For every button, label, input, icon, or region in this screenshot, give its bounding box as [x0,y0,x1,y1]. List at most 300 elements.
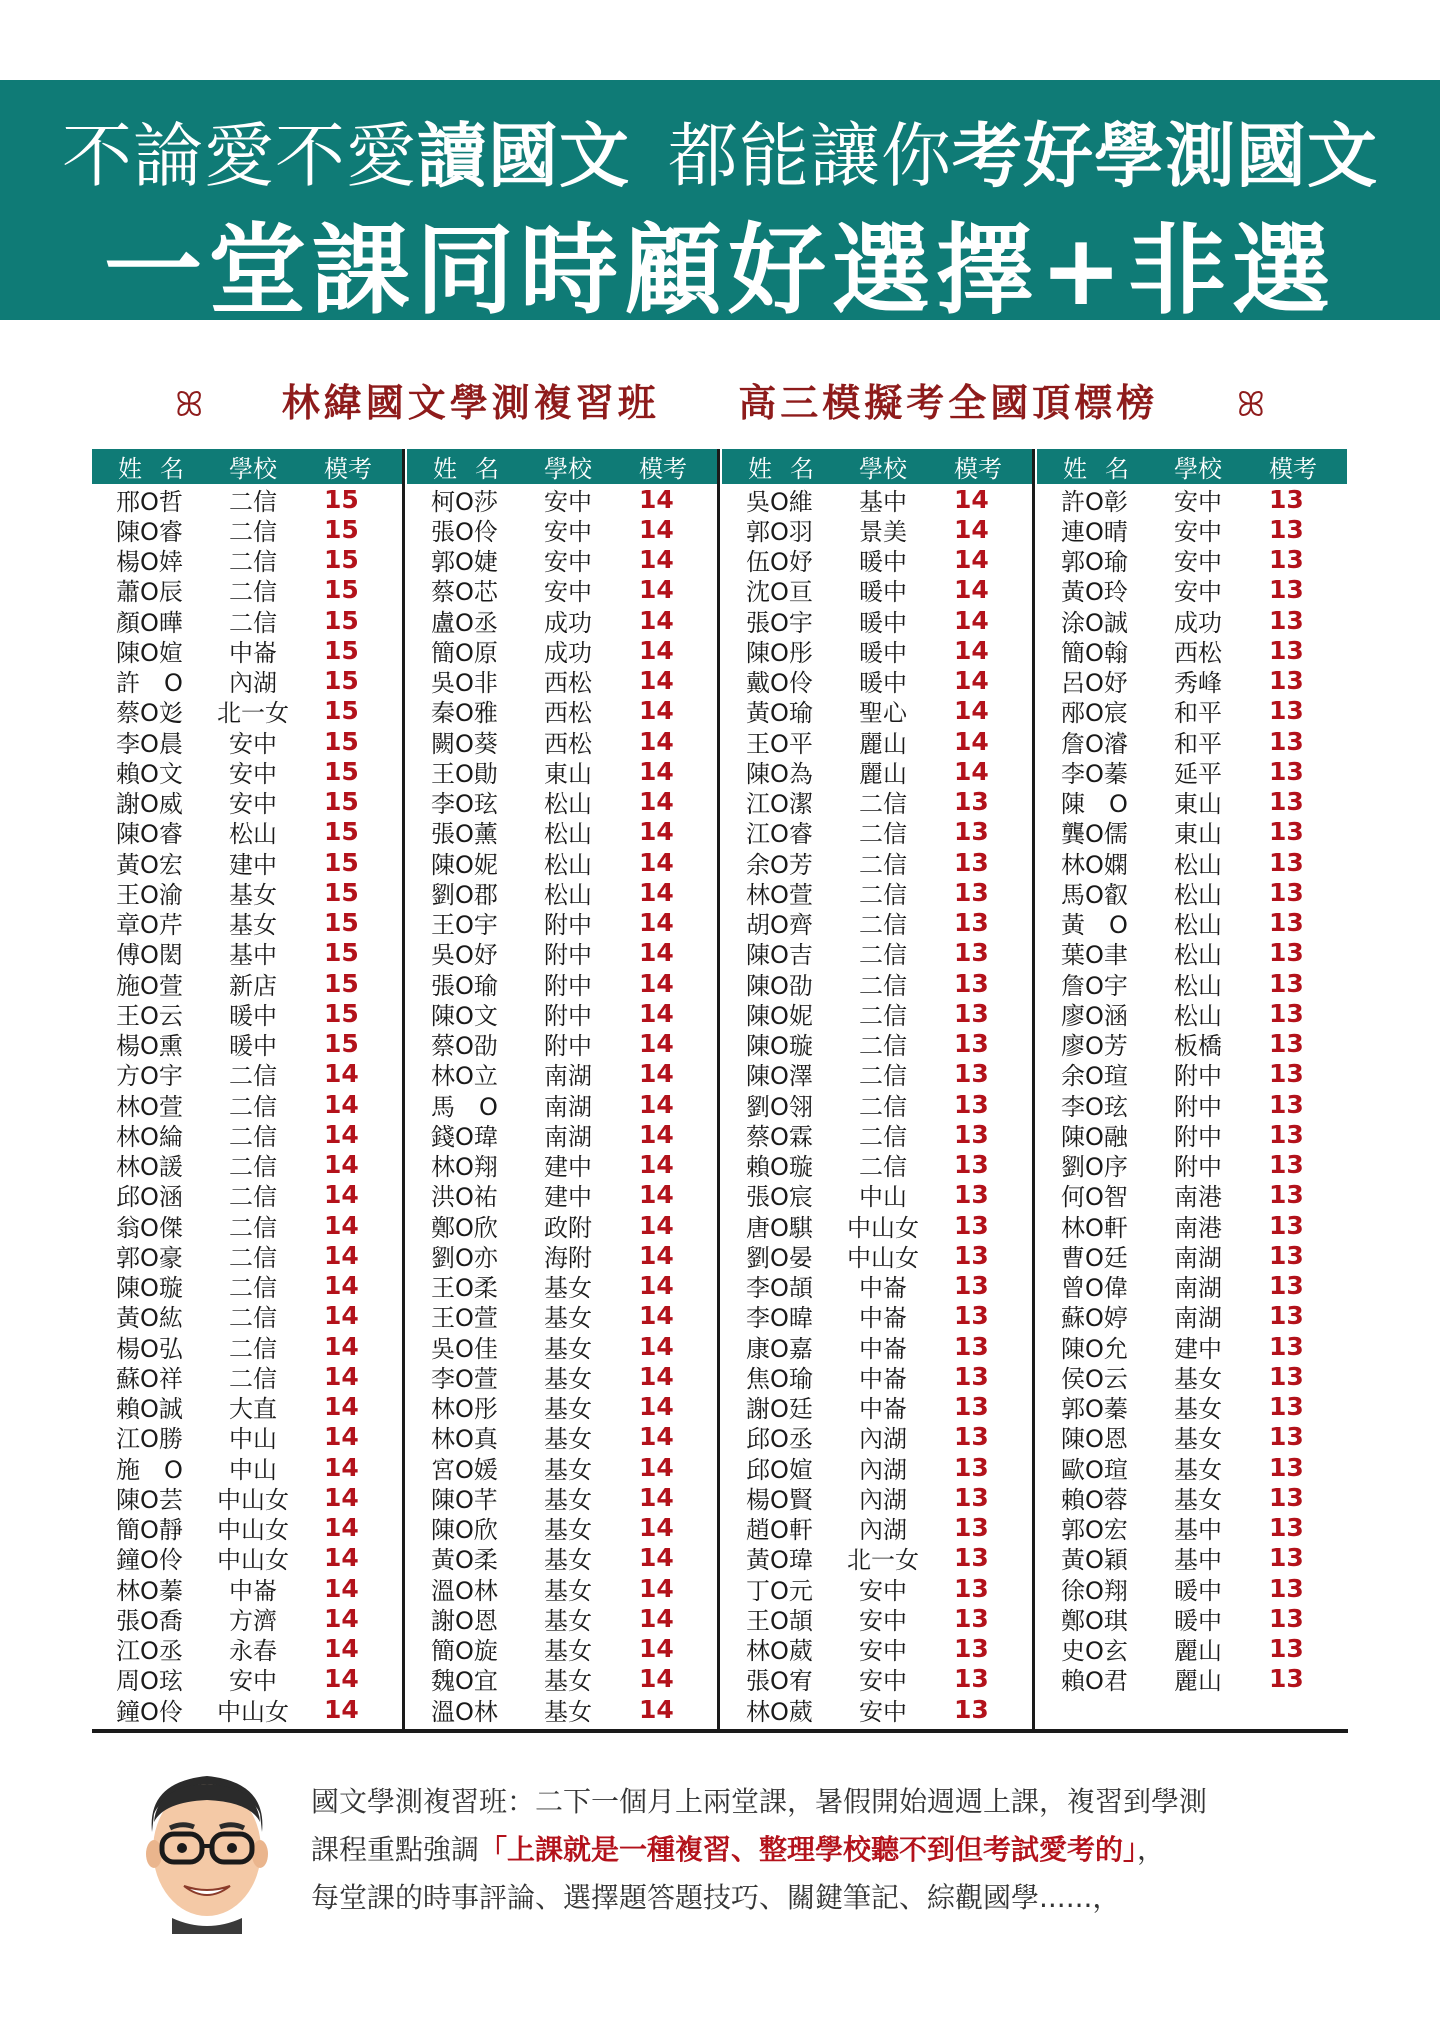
school-name: 二信 [229,1092,277,1121]
blurb-line3: 每堂課的時事評論、選擇題答題技巧、關鍵筆記、綜觀國學......， [311,1881,1121,1914]
student-name: 史O玄 [1061,1637,1128,1666]
school-name: 南湖 [1174,1243,1222,1272]
exam-score: 13 [1269,514,1304,544]
student-name: 蘇O婷 [1061,1304,1128,1333]
student-name: 楊O賢 [746,1485,813,1514]
student-name: 盧O丞 [431,608,498,637]
student-name: 江O勝 [116,1425,183,1454]
exam-score: 13 [954,1150,989,1180]
ranking-column [407,449,717,1729]
school-name: 二信 [859,1153,907,1182]
exam-score: 14 [639,1513,674,1543]
table-row [407,1634,717,1664]
table-row [1037,1119,1347,1149]
table-row [1037,1240,1347,1270]
school-name: 松山 [1174,880,1222,909]
exam-score: 13 [1269,1543,1304,1573]
table-row [1037,635,1347,665]
table-row [1037,1664,1347,1694]
student-name: 郭O瑜 [1061,548,1128,577]
exam-score: 13 [1269,545,1304,575]
school-name: 中崙 [859,1274,907,1303]
table-row [1037,877,1347,907]
exam-score: 14 [324,1240,359,1270]
student-name: 陳O澤 [746,1062,813,1091]
student-name: 丁O元 [746,1576,813,1605]
school-name: 麗山 [1174,1667,1222,1696]
school-name: 基女 [544,1304,592,1333]
exam-score: 14 [639,908,674,938]
student-name: 龔O儒 [1061,820,1128,849]
school-name: 基女 [544,1516,592,1545]
school-name: 松山 [1174,1001,1222,1030]
table-row [1037,1210,1347,1240]
exam-score: 14 [324,1059,359,1089]
exam-score: 14 [954,575,989,605]
table-row [722,484,1032,514]
school-name: 基中 [1174,1516,1222,1545]
exam-score: 14 [639,545,674,575]
table-row [722,1664,1032,1694]
school-name: 景美 [859,517,907,546]
exam-score: 13 [954,1089,989,1119]
school-name: 安中 [544,578,592,607]
exam-score: 14 [954,635,989,665]
school-name: 中山女 [217,1516,289,1545]
student-name: 林O立 [431,1062,498,1091]
table-row [722,1180,1032,1210]
table-row [1037,514,1347,544]
school-name: 基女 [229,880,277,909]
student-name: 王O頡 [746,1606,813,1635]
exam-score: 13 [1269,1059,1304,1089]
student-name: 呂O妤 [1061,669,1128,698]
table-row [92,756,402,786]
table-row [92,484,402,514]
blurb-line2 [311,1826,1421,1874]
exam-score: 13 [954,1603,989,1633]
school-name: 二信 [859,1032,907,1061]
student-name: 劉O翎 [746,1092,813,1121]
student-name: 吳O維 [746,487,813,516]
table-row [407,1664,717,1694]
exam-score: 13 [1269,696,1304,726]
exam-score: 14 [639,1452,674,1482]
student-name: 施 O [116,1455,183,1484]
exam-score: 14 [639,1029,674,1059]
table-row [1037,756,1347,786]
student-name: 簡O靜 [116,1516,183,1545]
student-name: 余O芳 [746,850,813,879]
table-row [407,1271,717,1301]
student-name: 方O宇 [116,1062,183,1091]
table-row [722,1694,1032,1724]
table-row [722,1392,1032,1422]
exam-score: 14 [324,1331,359,1361]
table-row [92,1603,402,1633]
table-row [92,1361,402,1391]
school-name: 內湖 [229,669,277,698]
school-name: 暖中 [229,1032,277,1061]
exam-score: 14 [324,1513,359,1543]
student-name: 余O瑄 [1061,1062,1128,1091]
exam-score: 13 [1269,1573,1304,1603]
student-name: 戴O伶 [746,669,813,698]
student-name: 簡O旋 [431,1637,498,1666]
student-name: 林O真 [431,1425,498,1454]
table-row [92,1271,402,1301]
table-row [722,545,1032,575]
school-name: 暖中 [859,608,907,637]
student-name: 歐O瑄 [1061,1455,1128,1484]
exam-score: 13 [1269,1634,1304,1664]
school-name: 南湖 [544,1092,592,1121]
student-name: 吳O佳 [431,1334,498,1363]
exam-score: 14 [639,726,674,756]
student-name: 施O萱 [116,971,183,1000]
student-name: 黃O穎 [1061,1546,1128,1575]
exam-score: 14 [954,514,989,544]
student-name: 陳O芸 [116,1485,183,1514]
table-row [92,696,402,726]
student-name: 陳O吉 [746,941,813,970]
student-name: 洪O祐 [431,1183,498,1212]
school-name: 附中 [544,1032,592,1061]
school-name: 基女 [544,1546,592,1575]
exam-score: 13 [1269,817,1304,847]
school-name: 基女 [544,1455,592,1484]
table-row [407,1180,717,1210]
table-row [407,1573,717,1603]
student-name: 邱O媗 [746,1455,813,1484]
school-name: 中崙 [229,638,277,667]
student-name: 陳 O [1061,790,1128,819]
exam-score: 13 [1269,1029,1304,1059]
exam-score: 14 [639,1392,674,1422]
school-name: 新店 [229,971,277,1000]
blurb-line1: 國文學測複習班：二下一個月上兩堂課，暑假開始週週上課，複習到學測 [311,1785,1208,1818]
student-name: 張O喬 [116,1606,183,1635]
school-name: 成功 [544,638,592,667]
student-name: 郭O婕 [431,548,498,577]
exam-score: 14 [639,877,674,907]
banner-line1 [0,100,1440,201]
table-row [92,1180,402,1210]
table-row [1037,998,1347,1028]
school-name: 松山 [544,790,592,819]
student-name: 江O潔 [746,790,813,819]
student-name: 陳O劭 [746,971,813,1000]
table-row [407,817,717,847]
student-name: 章O芹 [116,911,183,940]
exam-score: 14 [954,666,989,696]
school-name: 中崙 [859,1304,907,1333]
student-name: 許 O [116,669,183,698]
school-name: 和平 [1174,729,1222,758]
student-name: 謝O廷 [746,1395,813,1424]
subtitle-ranking-name: 高三模擬考全國頂標榜 [738,380,1159,425]
exam-score: 13 [954,1392,989,1422]
school-name: 中山 [229,1425,277,1454]
school-name: 二信 [229,517,277,546]
exam-score: 13 [954,877,989,907]
exam-score: 14 [639,1301,674,1331]
student-name: 溫O林 [431,1576,498,1605]
student-name: 黃O玲 [1061,578,1128,607]
exam-score: 15 [324,605,359,635]
student-name: 黃O瑋 [746,1546,813,1575]
school-name: 安中 [1174,548,1222,577]
school-name: 麗山 [859,729,907,758]
student-name: 陳O睿 [116,517,183,546]
school-name: 政附 [544,1213,592,1242]
banner-text-a: 不論愛不愛 [62,115,417,197]
student-name: 謝O恩 [431,1606,498,1635]
exam-score: 13 [954,1271,989,1301]
table-row [407,666,717,696]
course-description [311,1778,1421,1922]
ranking-column [722,449,1032,1729]
exam-score: 15 [324,787,359,817]
student-name: 劉O郡 [431,880,498,909]
student-name: 馬 O [431,1092,498,1121]
exam-score: 14 [639,1482,674,1512]
student-name: 翁O傑 [116,1213,183,1242]
school-name: 內湖 [859,1516,907,1545]
school-name: 二信 [859,850,907,879]
table-row [407,696,717,726]
student-name: 唐O騏 [746,1213,813,1242]
student-name: 林O翔 [431,1153,498,1182]
school-name: 二信 [859,1092,907,1121]
student-name: 賴O誠 [116,1395,183,1424]
student-name: 賴O璇 [746,1153,813,1182]
exam-score: 14 [324,1634,359,1664]
student-name: 林O萱 [116,1092,183,1121]
school-name: 二信 [859,911,907,940]
student-name: 邢O哲 [116,487,183,516]
table-row [92,1694,402,1724]
table-row [722,847,1032,877]
table-row [1037,847,1347,877]
table-row [92,514,402,544]
table-row [407,756,717,786]
student-name: 簡O翰 [1061,638,1128,667]
student-name: 鄭O欣 [431,1213,498,1242]
school-name: 基中 [229,941,277,970]
exam-score: 14 [324,1361,359,1391]
table-row [407,1513,717,1543]
school-name: 二信 [229,1122,277,1151]
school-name: 安中 [544,487,592,516]
student-name: 吳O妤 [431,941,498,970]
student-name: 林O蓁 [116,1576,183,1605]
school-name: 二信 [229,487,277,516]
exam-score: 13 [1269,1150,1304,1180]
exam-score: 14 [324,1543,359,1573]
exam-score: 14 [324,1180,359,1210]
school-name: 松山 [544,880,592,909]
exam-score: 13 [954,1119,989,1149]
school-name: 二信 [859,971,907,1000]
student-name: 江O丞 [116,1637,183,1666]
school-name: 建中 [544,1183,592,1212]
table-row [722,968,1032,998]
school-name: 松山 [1174,850,1222,879]
student-name: 黃O紘 [116,1304,183,1333]
exam-score: 13 [954,1422,989,1452]
exam-score: 13 [1269,938,1304,968]
school-name: 南湖 [544,1122,592,1151]
column-divider [717,449,720,1729]
table-row [92,1240,402,1270]
school-name: 基中 [859,487,907,516]
table-row [722,696,1032,726]
school-name: 暖中 [1174,1606,1222,1635]
exam-score: 13 [954,787,989,817]
exam-score: 15 [324,908,359,938]
student-name: 王O萱 [431,1304,498,1333]
school-name: 海附 [544,1243,592,1272]
student-name: 張O宇 [746,608,813,637]
school-name: 暖中 [859,578,907,607]
school-name: 基女 [1174,1364,1222,1393]
student-name: 郭O羽 [746,517,813,546]
school-name: 中山 [859,1183,907,1212]
student-name: 陳O璇 [116,1274,183,1303]
exam-score: 13 [954,1543,989,1573]
header-school: 學校 [859,455,907,483]
school-name: 松山 [1174,941,1222,970]
school-name: 暖中 [859,638,907,667]
student-name: 康O嘉 [746,1334,813,1363]
school-name: 基女 [1174,1455,1222,1484]
school-name: 二信 [229,1062,277,1091]
school-name: 建中 [1174,1334,1222,1363]
school-name: 安中 [1174,578,1222,607]
exam-score: 14 [639,1210,674,1240]
student-name: 詹O宇 [1061,971,1128,1000]
school-name: 南港 [1174,1213,1222,1242]
student-name: 王O云 [116,1001,183,1030]
exam-score: 14 [639,787,674,817]
school-name: 安中 [544,517,592,546]
student-name: 江O睿 [746,820,813,849]
exam-score: 14 [324,1603,359,1633]
table-row [92,1422,402,1452]
school-name: 二信 [229,578,277,607]
school-name: 內湖 [859,1485,907,1514]
ranking-table [92,449,1348,1733]
exam-score: 13 [1269,877,1304,907]
school-name: 松山 [229,820,277,849]
exam-score: 13 [1269,1513,1304,1543]
table-row [722,1603,1032,1633]
exam-score: 14 [639,1331,674,1361]
exam-score: 14 [639,1361,674,1391]
table-row [407,1392,717,1422]
table-row [1037,666,1347,696]
table-row [1037,1150,1347,1180]
table-row [407,1029,717,1059]
exam-score: 14 [324,1089,359,1119]
exam-score: 13 [954,1301,989,1331]
exam-score: 13 [1269,1392,1304,1422]
student-name: 李O頡 [746,1274,813,1303]
exam-score: 14 [324,1573,359,1603]
table-row [92,666,402,696]
school-name: 附中 [544,941,592,970]
blurb-line2-end: ， [1137,1833,1166,1866]
student-name: 林O彤 [431,1395,498,1424]
school-name: 西松 [544,669,592,698]
student-name: 蔡O彣 [116,699,183,728]
header-score: 模考 [324,455,372,483]
table-row [92,1573,402,1603]
exam-score: 13 [1269,605,1304,635]
exam-score: 15 [324,696,359,726]
student-name: 謝O威 [116,790,183,819]
student-name: 陳O文 [431,1001,498,1030]
table-row [722,605,1032,635]
exam-score: 13 [1269,666,1304,696]
school-name: 建中 [229,850,277,879]
exam-score: 14 [639,847,674,877]
school-name: 成功 [1174,608,1222,637]
table-row [92,1634,402,1664]
exam-score: 13 [954,1210,989,1240]
student-name: 蔡O霖 [746,1122,813,1151]
table-row [722,787,1032,817]
table-row [92,1089,402,1119]
student-name: 黃O柔 [431,1546,498,1575]
school-name: 西松 [544,729,592,758]
student-name: 廖O芳 [1061,1032,1128,1061]
exam-score: 13 [954,998,989,1028]
school-name: 東山 [1174,790,1222,819]
exam-score: 14 [639,1240,674,1270]
exam-score: 14 [639,938,674,968]
table-row [722,1573,1032,1603]
exam-score: 13 [1269,575,1304,605]
header-score: 模考 [954,455,1002,483]
table-row [722,1059,1032,1089]
school-name: 中崙 [859,1395,907,1424]
table-row [92,635,402,665]
table-row [407,1119,717,1149]
school-name: 安中 [1174,487,1222,516]
school-name: 安中 [229,759,277,788]
student-name: 宮O媛 [431,1455,498,1484]
table-row [407,1543,717,1573]
student-name: 廖O涵 [1061,1001,1128,1030]
table-row [92,575,402,605]
exam-score: 13 [1269,847,1304,877]
school-name: 基女 [1174,1395,1222,1424]
school-name: 建中 [544,1153,592,1182]
student-name: 陳O妮 [746,1001,813,1030]
table-row [722,726,1032,756]
table-row [407,1452,717,1482]
table-row [92,1301,402,1331]
student-name: 曾O偉 [1061,1274,1128,1303]
table-row [407,635,717,665]
student-name: 郭O宏 [1061,1516,1128,1545]
table-row [92,938,402,968]
ranking-column [1037,449,1347,1729]
school-name: 二信 [859,880,907,909]
student-name: 闕O葵 [431,729,498,758]
